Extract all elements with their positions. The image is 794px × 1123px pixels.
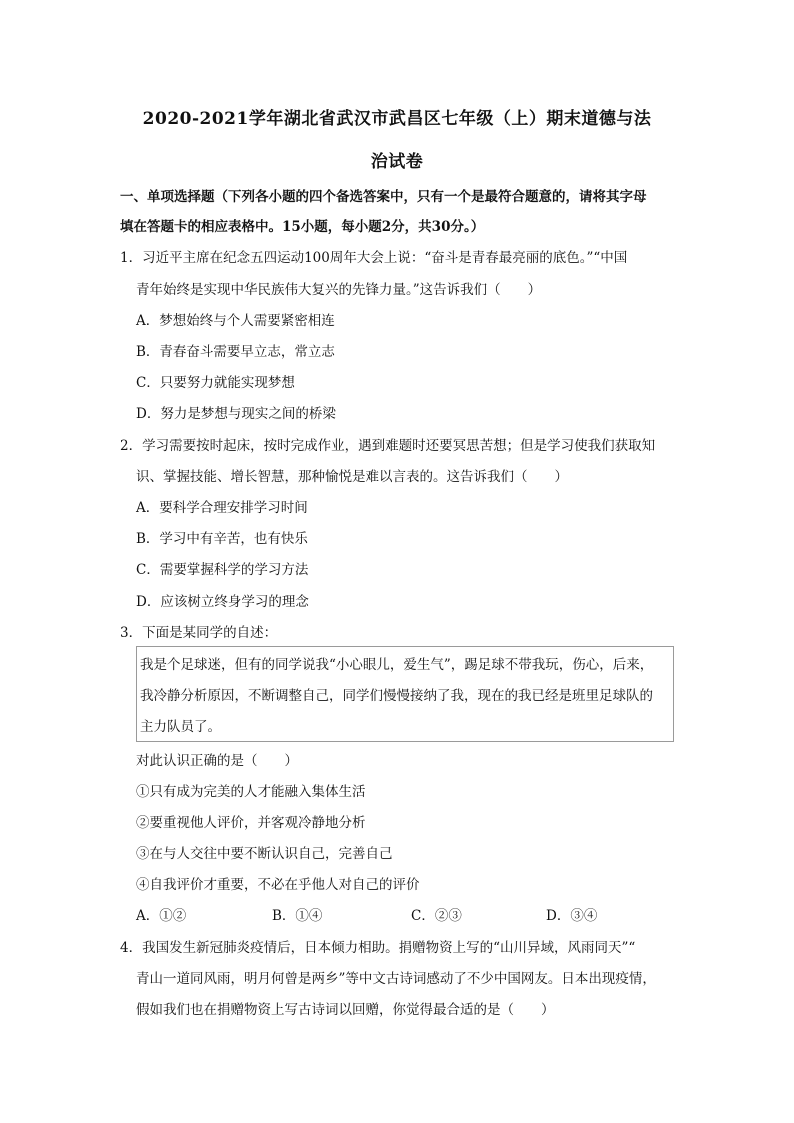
question-3-item-1: ①只有成为完美的人才能融入集体生活 (136, 784, 366, 800)
question-2-option-a: A．要科学合理安排学习时间 (136, 500, 308, 516)
question-3-item-3: ③在与人交往中要不断认识自己，完善自己 (136, 846, 393, 862)
question-2-stem-line-2: 识、掌握技能、增长智慧，那种愉悦是难以言表的。这告诉我们（ ） (136, 469, 568, 485)
question-3-prompt: 对此认识正确的是（ ） (136, 753, 298, 769)
question-3-stem: 3．下面是某同学的自述： (120, 625, 278, 641)
question-4-stem-line-3: 假如我们也在捐赠物资上写古诗词以回赠，你觉得最合适的是（ ） (136, 1002, 555, 1018)
question-1-stem-line-1: 1．习近平主席在纪念五四运动100周年大会上说：“奋斗是青春最亮丽的底色。”“中国 (120, 250, 628, 266)
exam-title-line-1: 2020-2021学年湖北省武汉市武昌区七年级（上）期末道德与法 (142, 109, 652, 129)
question-1-stem-line-2: 青年始终是实现中华民族伟大复兴的先锋力量。”这告诉我们（ ） (136, 282, 542, 298)
question-1-option-d: D．努力是梦想与现实之间的桥梁 (136, 406, 336, 422)
question-3-option-c: C．②③ (411, 908, 462, 924)
question-2-option-b: B．学习中有辛苦，也有快乐 (136, 531, 308, 547)
question-1-option-b: B．青春奋斗需要早立志，常立志 (136, 344, 335, 360)
question-1-option-c: C．只要努力就能实现梦想 (136, 375, 295, 391)
question-2-option-d: D．应该树立终身学习的理念 (136, 594, 309, 610)
exam-title-line-2: 治试卷 (370, 152, 424, 172)
question-3-item-2: ②要重视他人评价，并客观冷静地分析 (136, 815, 366, 831)
question-3-quote-line-2: 我冷静分析原因，不断调整自己，同学们慢慢接纳了我，现在的我已经是班里足球队的 (140, 688, 653, 704)
question-1-option-a: A．梦想始终与个人需要紧密相连 (136, 313, 335, 329)
section-heading-line-2: 填在答题卡的相应表格中。15小题，每小题2分，共30分。） (120, 219, 485, 235)
question-3-quote-line-1: 我是个足球迷，但有的同学说我“小心眼儿，爱生气”，踢足球不带我玩，伤心，后来， (140, 657, 654, 673)
question-4-stem-line-1: 4．我国发生新冠肺炎疫情后，日本倾力相助。捐赠物资上写的“山川异域，风雨同天”“ (120, 940, 636, 956)
question-3-quote-line-3: 主力队员了。 (140, 719, 221, 735)
question-3-option-b: B．①④ (272, 908, 323, 924)
section-heading-line-1: 一、单项选择题（下列各小题的四个备选答案中，只有一个是最符合题意的，请将其字母 (120, 189, 647, 205)
question-3-option-a: A．①② (136, 908, 187, 924)
question-4-stem-line-2: 青山一道同风雨，明月何曾是两乡”等中文古诗词感动了不少中国网友。日本出现疫情， (136, 971, 656, 987)
question-3-item-4: ④自我评价才重要，不必在乎他人对自己的评价 (136, 877, 420, 893)
question-3-option-d: D．③④ (546, 908, 598, 924)
question-2-option-c: C．需要掌握科学的学习方法 (136, 562, 309, 578)
question-2-stem-line-1: 2．学习需要按时起床，按时完成作业，遇到难题时还要冥思苦想；但是学习使我们获取知 (120, 438, 656, 454)
